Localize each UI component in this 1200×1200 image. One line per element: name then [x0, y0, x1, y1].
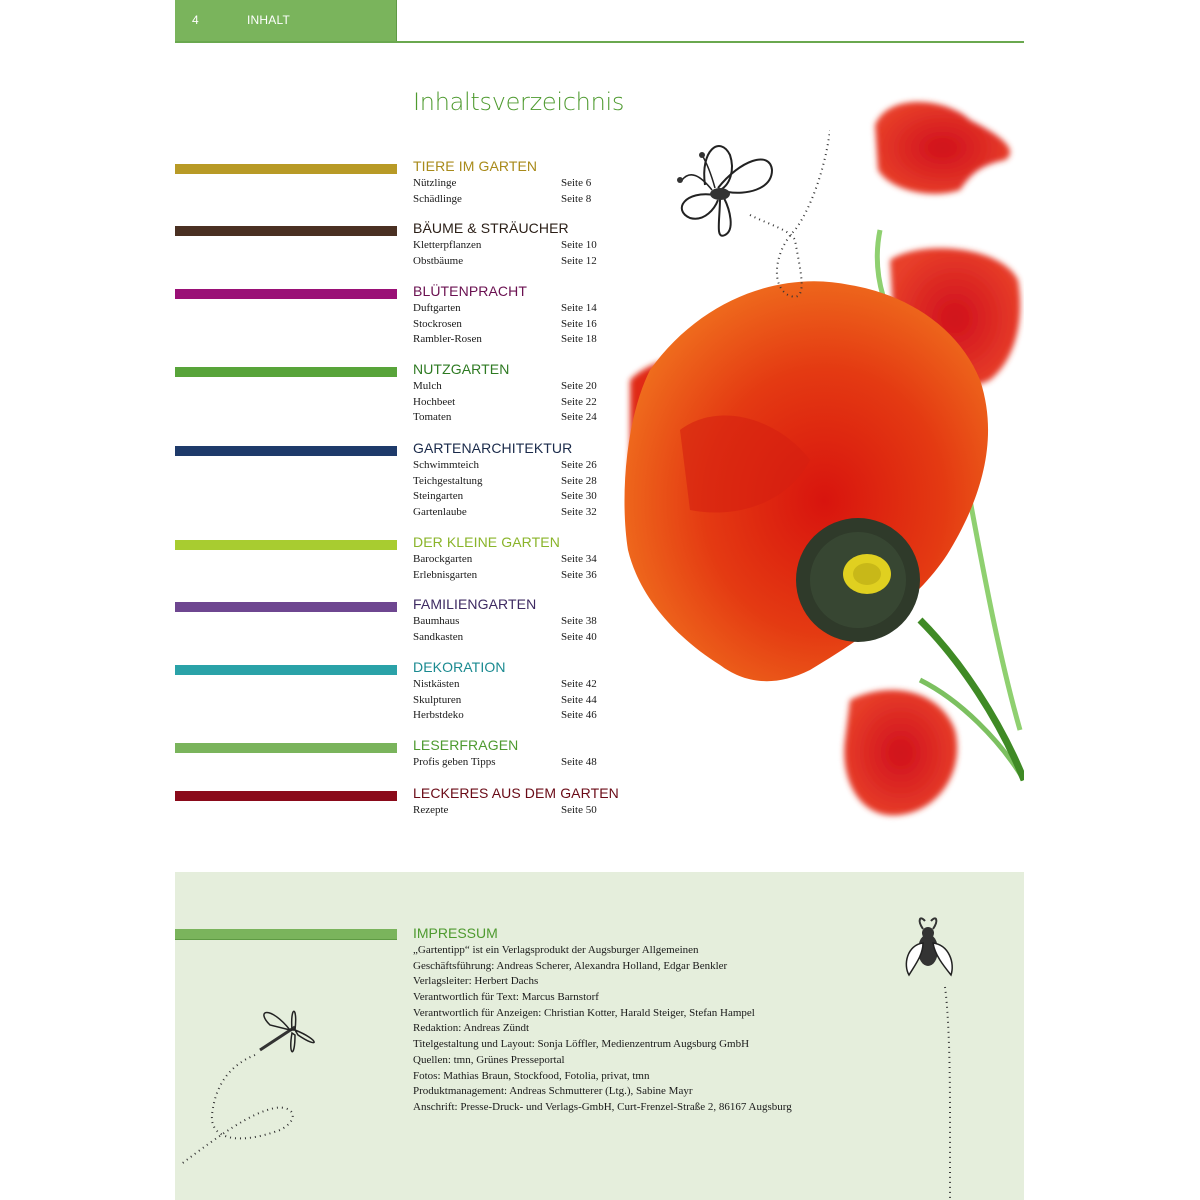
toc-entry-page: Seite 20: [561, 380, 597, 392]
toc-items: [413, 803, 613, 819]
toc-color-bar: [175, 743, 397, 753]
toc-entry-page: Seite 22: [561, 395, 597, 408]
toc-entry[interactable]: [413, 379, 613, 395]
toc-entry-label: Profis geben Tipps: [413, 756, 496, 768]
toc-entry[interactable]: [413, 301, 613, 317]
toc-entry-label: Skulpturen: [413, 693, 462, 706]
toc-entry-label: Nützlinge: [413, 177, 457, 189]
butterfly-icon: [660, 130, 830, 305]
toc-entry[interactable]: [413, 238, 613, 254]
toc-entry[interactable]: [413, 677, 613, 693]
impressum-line: Titelgestaltung und Layout: Sonja Löffler, Medienzentrum Augsburg GmbH: [413, 1038, 750, 1051]
toc-entry-page: Seite 6: [561, 177, 592, 189]
toc-heading[interactable]: BÄUME & STRÄUCHER: [413, 220, 569, 236]
toc-entry-page: Seite 28: [561, 474, 597, 487]
beetle-icon: [895, 915, 965, 1200]
toc-entry-label: Baumhaus: [413, 615, 460, 627]
toc-entry-page: Seite 10: [561, 239, 597, 251]
toc-heading[interactable]: BLÜTENPRACHT: [413, 283, 527, 299]
toc-heading[interactable]: LESERFRAGEN: [413, 737, 519, 753]
toc-entry[interactable]: [413, 505, 613, 521]
toc-color-bar: [175, 540, 397, 550]
toc-heading[interactable]: NUTZGARTEN: [413, 361, 510, 377]
toc-color-bar: [175, 289, 397, 299]
toc-entry[interactable]: [413, 395, 613, 411]
toc-heading[interactable]: FAMILIENGARTEN: [413, 596, 537, 612]
toc-entry-label: Gartenlaube: [413, 506, 467, 519]
toc-items: [413, 176, 613, 207]
toc-entry-label: Hochbeet: [413, 395, 456, 408]
toc-color-bar: [175, 226, 397, 236]
page-title: Inhaltsverzeichnis: [413, 88, 625, 116]
toc-color-bar: [175, 791, 397, 801]
toc-entry-page: Seite 42: [561, 678, 597, 690]
toc-entry-page: Seite 26: [561, 459, 597, 471]
toc-color-bar: [175, 446, 397, 456]
toc-entry-label: Rezepte: [413, 804, 449, 816]
impressum-line: Geschäftsführung: Andreas Scherer, Alexandra Holland, Edgar Benkler: [413, 959, 728, 972]
toc-entry[interactable]: [413, 630, 613, 646]
toc-entry-label: Obstbäume: [413, 254, 464, 267]
impressum-line: Verlagsleiter: Herbert Dachs: [413, 975, 539, 988]
page-number: 4: [192, 13, 199, 27]
toc-entry-page: Seite 50: [561, 804, 597, 816]
toc-entry-page: Seite 30: [561, 490, 597, 503]
toc-entry[interactable]: [413, 192, 613, 208]
impressum-line: Verantwortlich für Text: Marcus Barnstorf: [413, 991, 599, 1004]
toc-entry-label: Nistkästen: [413, 678, 460, 690]
toc-entry-label: Steingarten: [413, 490, 464, 503]
toc-color-bar: [175, 602, 397, 612]
toc-entry-page: Seite 16: [561, 317, 597, 330]
toc-entry-page: Seite 44: [561, 693, 597, 706]
toc-color-bar: [175, 367, 397, 377]
impressum-heading: IMPRESSUM: [413, 925, 498, 941]
toc-entry[interactable]: [413, 410, 613, 426]
toc-entry[interactable]: [413, 176, 613, 192]
toc-entry-page: Seite 40: [561, 630, 597, 643]
impressum-bar: [175, 929, 397, 940]
toc-heading[interactable]: TIERE IM GARTEN: [413, 158, 538, 174]
toc-entry[interactable]: [413, 489, 613, 505]
impressum-line: Quellen: tmn, Grünes Presseportal: [413, 1053, 565, 1066]
impressum-line: Produktmanagement: Andreas Schmutterer (Ltg.), Sabine Mayr: [413, 1085, 693, 1098]
toc-entry-page: Seite 38: [561, 615, 597, 627]
toc-heading[interactable]: GARTENARCHITEKTUR: [413, 440, 573, 456]
toc-items: [413, 755, 613, 771]
impressum-line: Anschrift: Presse-Druck- und Verlags-GmbH, Curt-Frenzel-Straße 2, 86167 Augsburg: [413, 1100, 792, 1113]
toc-heading[interactable]: LECKERES AUS DEM GARTEN: [413, 785, 619, 801]
dragonfly-icon: [180, 995, 350, 1185]
impressum-line: Redaktion: Andreas Zündt: [413, 1022, 530, 1035]
toc-entry[interactable]: [413, 708, 613, 724]
toc-color-bar: [175, 665, 397, 675]
toc-items: [413, 614, 613, 645]
toc-entry-label: Rambler-Rosen: [413, 333, 482, 346]
toc-heading[interactable]: DER KLEINE GARTEN: [413, 534, 560, 550]
toc-entry-label: Stockrosen: [413, 317, 462, 330]
toc-entry-page: Seite 46: [561, 709, 597, 722]
toc-entry[interactable]: [413, 474, 613, 490]
toc-items: [413, 379, 613, 426]
toc-items: [413, 238, 613, 269]
toc-entry-page: Seite 32: [561, 506, 597, 519]
toc-entry-label: Herbstdeko: [413, 709, 464, 722]
toc-entry-page: Seite 48: [561, 756, 597, 768]
header-divider: [175, 41, 1024, 43]
impressum-line: Verantwortlich für Anzeigen: Christian Kotter, Harald Steiger, Stefan Hampel: [413, 1006, 755, 1019]
toc-entry[interactable]: [413, 803, 613, 819]
toc-color-bar: [175, 164, 397, 174]
section-label: INHALT: [247, 13, 290, 27]
toc-entry-label: Mulch: [413, 380, 442, 392]
toc-entry-label: Schädlinge: [413, 192, 462, 205]
toc-entry-label: Teichgestaltung: [413, 474, 483, 487]
toc-entry-label: Erlebnisgarten: [413, 568, 478, 581]
toc-items: [413, 677, 613, 724]
toc-entry[interactable]: [413, 552, 613, 568]
toc-entry-label: Schwimmteich: [413, 459, 479, 471]
impressum-line: Fotos: Mathias Braun, Stockfood, Fotolia, privat, tmn: [413, 1069, 650, 1082]
toc-entry-label: Sandkasten: [413, 630, 464, 643]
toc-entry[interactable]: [413, 755, 613, 771]
toc-entry-label: Kletterpflanzen: [413, 239, 482, 251]
toc-items: [413, 458, 613, 521]
toc-items: [413, 301, 613, 348]
toc-entry-page: Seite 8: [561, 192, 592, 205]
toc-entry-label: Tomaten: [413, 411, 452, 424]
toc-entry[interactable]: [413, 614, 613, 630]
toc-heading[interactable]: DEKORATION: [413, 659, 506, 675]
toc-entry[interactable]: [413, 568, 613, 584]
toc-entry-page: Seite 18: [561, 333, 597, 346]
toc-entry-label: Duftgarten: [413, 302, 461, 314]
toc-entry[interactable]: [413, 332, 613, 348]
toc-entry[interactable]: [413, 693, 613, 709]
toc-entry-label: Barockgarten: [413, 553, 473, 565]
toc-entry-page: Seite 14: [561, 302, 597, 314]
toc-entry-page: Seite 24: [561, 411, 597, 424]
impressum-line: „Gartentipp“ ist ein Verlagsprodukt der Augsburger Allgemeinen: [413, 944, 699, 956]
toc-entry-page: Seite 36: [561, 568, 597, 581]
toc-entry[interactable]: [413, 254, 613, 270]
toc-entry-page: Seite 12: [561, 254, 597, 267]
toc-items: [413, 552, 613, 583]
toc-entry-page: Seite 34: [561, 553, 597, 565]
toc-entry[interactable]: [413, 317, 613, 333]
toc-entry[interactable]: [413, 458, 613, 474]
